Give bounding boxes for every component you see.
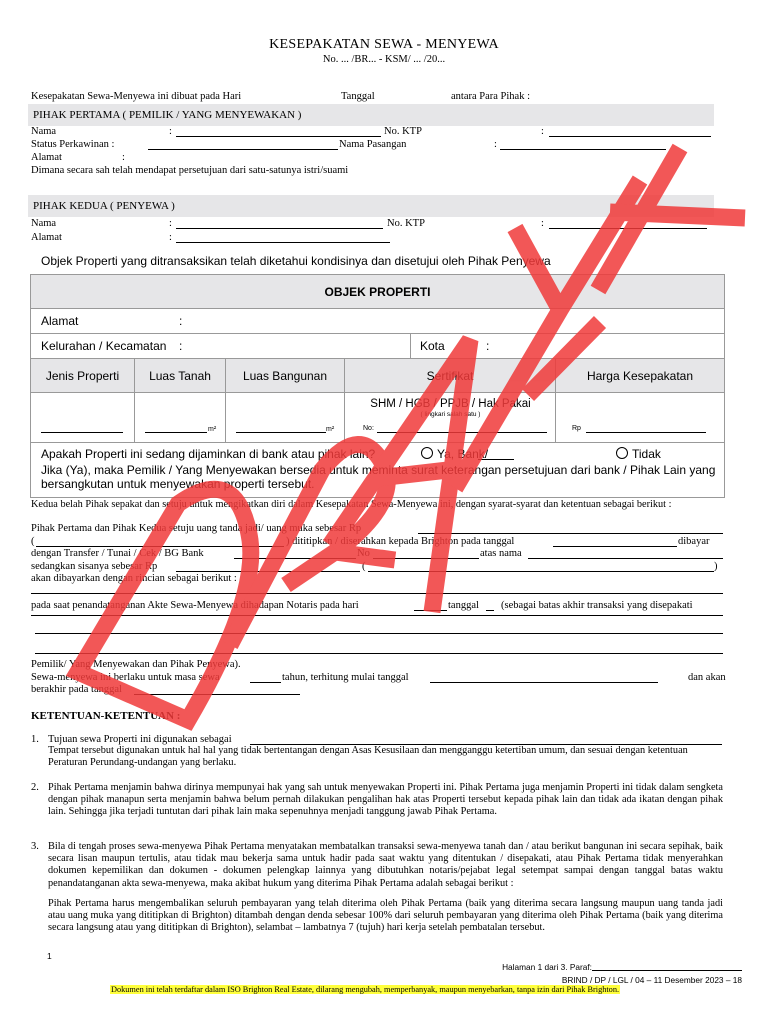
luas-tanah-line	[145, 432, 207, 433]
page-number: 1	[47, 951, 52, 961]
mortgage-bank-field[interactable]	[478, 459, 514, 460]
terms-heading: KETENTUAN-KETENTUAN :	[31, 710, 181, 722]
mortgage-yes-label: Ya, Bank/	[437, 447, 489, 461]
unit-m2: m²	[326, 426, 335, 433]
paren-close: )	[714, 561, 718, 572]
term-text: Sewa-menyewa ini berlaku untuk masa sewa	[31, 672, 220, 683]
page-info-text: Halaman 1 dari 3. Paraf:	[502, 962, 592, 972]
term-2-text: Pihak Pertama menjamin bahwa dirinya mempunyai hak yang sah untuk menyewakan Properti ini. Pihak Pertama juga menjamin Properti ini tidak dalam sengketa dengan pihak manapun serta menjamin bahwa belum pernah dilakukan pengalihan hak atas Properti tersebut kepada pihak lain dan tidak ada ikatan dengan pihak lain. Sehingga jika terjadi tuntutan dari pihak lain maka sepenuhnya menjadi tanggung jawab Pihak Pertama.	[48, 782, 723, 818]
party2-name-field[interactable]	[176, 228, 383, 229]
property-address-label: Alamat	[41, 314, 79, 328]
luas-bangunan-line	[236, 432, 326, 433]
paraf-field[interactable]	[592, 962, 742, 971]
party1-heading-band	[28, 104, 714, 126]
party2-heading: PIHAK KEDUA ( PENYEWA )	[33, 200, 175, 212]
property-kota-label: Kota	[420, 339, 445, 353]
term-end-field[interactable]	[134, 694, 300, 695]
notary-date-label: tanggal	[448, 600, 479, 611]
party1-name-label: Nama	[31, 126, 57, 137]
party1-heading: PIHAK PERTAMA ( PEMILIK / YANG MENYEWAKAN )	[33, 109, 302, 121]
colon: :	[541, 218, 544, 229]
party1-ktp-label: No. KTP	[384, 126, 422, 137]
cert-no-label: No:	[363, 425, 374, 432]
jenis-properti-line	[41, 432, 123, 433]
term-1-label: Tujuan sewa Properti ini digunakan sebagai	[48, 734, 232, 745]
party2-address-label: Alamat	[31, 232, 62, 243]
party1-spouse-field[interactable]	[500, 149, 666, 150]
page-info	[502, 962, 742, 972]
document-title: KESEPAKATAN SEWA - MENYEWA	[269, 37, 499, 52]
intro-made-on: Kesepakatan Sewa-Menyewa ini dibuat pada Hari	[31, 91, 242, 102]
party1-ktp-field[interactable]	[549, 136, 711, 137]
term-years-text: tahun, terhitung mulai tanggal	[282, 672, 409, 683]
property-intro: Objek Properti yang ditransaksikan telah diketahui kondisinya dan disetujui oleh Pihak Penyewa	[41, 254, 551, 268]
term-2-number: 2.	[31, 782, 39, 793]
colon: :	[169, 218, 172, 229]
party2-address-field[interactable]	[176, 242, 390, 243]
remaining-terbilang-field[interactable]	[368, 571, 714, 572]
party2-heading-band	[28, 195, 714, 217]
property-table-title: OBJEK PROPERTI	[31, 275, 724, 309]
notary-day-field[interactable]	[414, 610, 447, 611]
sertifikat-cell[interactable]	[345, 393, 556, 443]
party2-ktp-label: No. KTP	[387, 218, 425, 229]
dp-amount-field[interactable]	[418, 533, 723, 534]
payment-detail-line-3[interactable]	[35, 633, 723, 634]
col-jenis-properti: Jenis Properti	[31, 359, 135, 393]
party2-name-label: Nama	[31, 218, 57, 229]
party1-name-field[interactable]	[176, 136, 381, 137]
harga-cell[interactable]	[556, 393, 724, 443]
party1-status-label: Status Perkawinan :	[31, 139, 115, 150]
mortgage-no-option[interactable]	[616, 447, 661, 461]
payment-detail-line-2[interactable]	[31, 615, 723, 616]
document-number: No. ... /BR... - KSM/ ... /20...	[322, 54, 446, 65]
term-3-consequence: Pihak Pertama harus mengembalikan seluruh pembayaran yang telah diterima oleh Pihak Pertama (baik yang diterima secara langsung maupun uang tanda jadi atau uang muka yang dititipkan di Brighton) ditambah dengan denda sebesar 100% dari seluruh pembayaran yang diterima oleh Pihak Pertama (baik yang diterima secara langsung atau yang dititipkan di Brighton), selambat – lambatnya 7 (tujuh) hari kerja setelah pembatalan tersebut.	[48, 898, 723, 934]
party1-address-label: Alamat	[31, 152, 62, 163]
luas-tanah-cell[interactable]	[135, 393, 226, 443]
payment-detail-text: akan dibayarkan dengan rincian sebagai berikut :	[31, 573, 237, 584]
mortgage-note: Jika (Ya), maka Pemilik / Yang Menyewakan bersedia untuk meminta surat keterangan persetujuan dari bank / Pihak Lain yang bersangkutan untuk menyewakan properti tersebut.	[41, 463, 716, 491]
iso-notice: Dokumen ini telah terdaftar dalam ISO Brighton Real Estate, dilarang mengubah, memperbanyak, maupun menyebarkan, tanpa izin dari Pihak Brighton.	[111, 985, 620, 994]
radio-icon	[421, 447, 433, 459]
term-3-number: 3.	[31, 841, 39, 852]
property-kota-cell	[411, 334, 724, 359]
party1-status-field[interactable]	[148, 149, 338, 150]
dp-terbilang-field[interactable]	[36, 546, 284, 547]
on-behalf-field[interactable]	[528, 558, 723, 559]
col-sertifikat: Sertifikat	[345, 359, 556, 393]
colon: :	[494, 139, 497, 150]
payment-detail-line-1[interactable]	[31, 593, 723, 594]
term-ends-text: dan akan	[688, 672, 726, 683]
unit-m2: m²	[208, 426, 217, 433]
dp-paid-text: dibayar	[678, 536, 710, 547]
cert-hint: ( lingkari salah satu )	[420, 411, 481, 418]
mortgage-question: Apakah Properti ini sedang dijaminkan di bank atau pihak lain?	[41, 447, 376, 461]
jenis-properti-cell[interactable]	[31, 393, 135, 443]
term-1-number: 1.	[31, 734, 39, 745]
luas-bangunan-cell[interactable]	[226, 393, 345, 443]
watermark-letter-t	[598, 148, 745, 290]
term-ends-on-text: berakhir pada tanggal	[31, 684, 122, 695]
intro-date: Tanggal	[341, 91, 375, 102]
remaining-text: sedangkan sisanya sebesar Rp	[31, 561, 158, 572]
dp-date-field[interactable]	[553, 546, 677, 547]
colon: :	[541, 126, 544, 137]
term-1-text: Tempat tersebut digunakan untuk hal hal yang tidak bertentangan dengan Asas Kesusilaan dan mengganggu ketertiban umum, dan sesuai dengan ketentuan Peraturan Perundang-undangan yang berlaku.	[48, 745, 688, 769]
deadline-text: (sebagai batas akhir transaksi yang disepakati	[501, 600, 693, 611]
term-3-text: Bila di tengah proses sewa-menyewa Pihak Pertama menyatakan membatalkan transaksi sewa-menyewa tanah dan / atau berikut bangunan ini secara sepihak, baik secara lisan maupun tertulis, atau tidak mau bekerja sama untuk hadir pada saat waktu yang ditentukan / disepakati, atau Pihak Pertama tidak menyerahkan dokumen kepemilikan dan dokumen - dokumen pelengkap lainnya yang dibutuhkan notaris/pejabat legal setempat sampai dengan tanggal batas waktu penandatanganan akta sewa-menyewa, maka akibat hukum yang diterima Pihak Pertama adalah sebagai berikut :	[48, 841, 723, 889]
col-luas-bangunan: Luas Bangunan	[226, 359, 345, 393]
paren-open: (	[31, 536, 35, 547]
property-table	[30, 274, 725, 498]
cert-no-line	[377, 432, 547, 433]
payment-method-text: dengan Transfer / Tunai / Cek / BG Bank	[31, 548, 204, 559]
party1-note: Dimana secara sah telah mendapat persetujuan dari satu-satunya istri/suami	[31, 165, 349, 176]
remaining-amount-field[interactable]	[176, 571, 360, 572]
party1-spouse-label: Nama Pasangan	[339, 139, 407, 150]
notary-date-field[interactable]	[486, 610, 494, 611]
agreement-statement: Kedua belah Pihak sepakat dan setuju untuk mengikatkan diri dalam Kesepakatan Sewa-Menyewa ini, dengan syarat-syarat dan ketentuan sebagai berikut :	[31, 499, 672, 510]
payment-no-field[interactable]	[373, 558, 479, 559]
colon: :	[179, 314, 183, 328]
property-kelurahan-cell	[31, 334, 411, 359]
mortgage-no-label: Tidak	[632, 447, 661, 461]
cert-options: SHM / HGB / PPJB / Hak Pakai	[370, 398, 531, 410]
colon: :	[169, 232, 172, 243]
payment-no-label: No	[357, 548, 370, 559]
intro-between: antara Para Pihak :	[451, 91, 531, 102]
colon: :	[122, 152, 125, 163]
paren-open: (	[362, 561, 366, 572]
col-luas-tanah: Luas Tanah	[135, 359, 226, 393]
dp-text: Pihak Pertama dan Pihak Kedua setuju uang tanda jadi/ uang muka sebesar Rp	[31, 523, 362, 534]
document-code: BRIND / DP / LGL / 04 – 11 Desember 2023 – 18	[561, 975, 742, 985]
colon: :	[169, 126, 172, 137]
col-harga: Harga Kesepakatan	[556, 359, 724, 393]
parties-text: Pemilik/ Yang Menyewakan dan Pihak Penyewa).	[31, 659, 241, 670]
colon: :	[486, 339, 490, 353]
harga-rp-label: Rp	[572, 425, 581, 432]
term-years-field[interactable]	[250, 682, 281, 683]
colon: :	[179, 339, 183, 353]
notary-text: pada saat penandatanganan Akte Sewa-Menyewa dihadapan Notaris pada hari	[31, 600, 359, 611]
party2-ktp-field[interactable]	[549, 228, 707, 229]
term-start-field[interactable]	[430, 682, 658, 683]
bank-name-field[interactable]	[234, 558, 356, 559]
payment-detail-line-4[interactable]	[35, 653, 723, 654]
on-behalf-label: atas nama	[480, 548, 522, 559]
harga-line	[586, 432, 706, 433]
dp-deposited-text: ) dititipkan / diserahkan kepada Brighton pada tanggal	[286, 536, 515, 547]
radio-icon	[616, 447, 628, 459]
property-kelurahan-label: Kelurahan / Kecamatan	[41, 339, 167, 353]
property-address-row	[31, 309, 724, 334]
